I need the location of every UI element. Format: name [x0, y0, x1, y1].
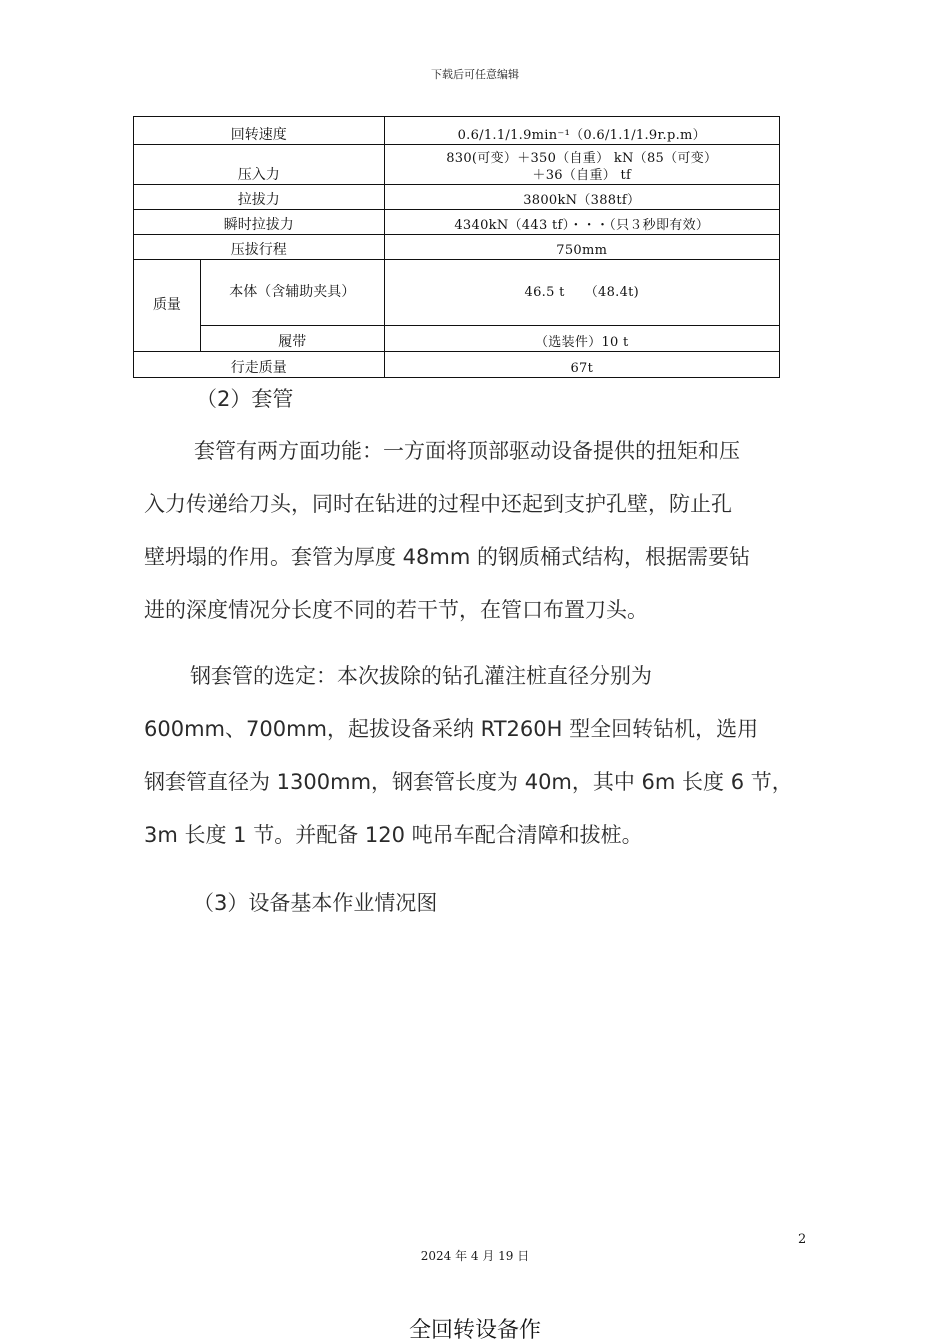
table-row	[134, 260, 780, 326]
row-label-rotation-speed: 回转速度	[134, 117, 385, 145]
table-row	[134, 117, 780, 145]
table-row	[134, 235, 780, 260]
row-label-instant-pull: 瞬时拉拔力	[134, 210, 385, 235]
paragraph-line: 壁坍塌的作用。套管为厚度 48mm 的钢质桶式结构，根据需要钻	[144, 545, 750, 569]
spec-table	[133, 116, 780, 378]
table-row	[134, 326, 780, 352]
row-value-instant-pull: 4340kN（443 tf）・・・（只３秒即有效）	[384, 210, 779, 235]
row-value-stroke: 750mm	[384, 235, 779, 260]
row-label-mass-track: 履带	[200, 326, 384, 352]
paragraph-line: 钢套管直径为 1300mm，钢套管长度为 40m，其中 6m 长度 6 节，	[144, 770, 793, 794]
press-force-value-line2: ＋36（自重） tf	[532, 168, 632, 183]
press-force-value-line1: 830(可变）＋350（自重） kN（85（可变）	[446, 151, 718, 166]
table-row	[134, 352, 780, 378]
paragraph-line: 3m 长度 1 节。并配备 120 吨吊车配合清障和拔桩。	[144, 823, 643, 847]
row-value-pull-force: 3800kN（388tf）	[384, 185, 779, 210]
paragraph-line: 600mm、700mm，起拔设备采纳 RT260H 型全回转钻机，选用	[144, 717, 759, 741]
paragraph-line: 套管有两方面功能：一方面将顶部驱动设备提供的扭矩和压	[194, 439, 740, 463]
row-value-press-force	[384, 145, 779, 185]
row-value-travel-mass: 67t	[384, 352, 779, 378]
section-heading-work-diagram: （3）设备基本作业情况图	[193, 891, 438, 915]
paragraph-line: 进的深度情况分长度不同的若干节，在管口布置刀头。	[144, 598, 648, 622]
row-label-press-force: 压入力	[134, 145, 385, 185]
row-value-mass-body: 46.5 t （48.4t)	[384, 260, 779, 326]
row-label-mass-body: 本体（含辅助夹具）	[200, 260, 384, 326]
paragraph-line: 钢套管的选定：本次拔除的钻孔灌注桩直径分别为	[190, 664, 652, 688]
row-value-mass-track: （选装件）10 t	[384, 326, 779, 352]
paragraph-line: 入力传递给刀头，同时在钻进的过程中还起到支护孔壁，防止孔	[144, 492, 732, 516]
row-label-travel-mass: 行走质量	[134, 352, 385, 378]
row-label-pull-force: 拉拔力	[134, 185, 385, 210]
paragraph-casing-function	[144, 425, 814, 637]
row-label-mass: 质量	[134, 260, 201, 352]
page-header-note: 下载后可任意编辑	[431, 68, 519, 81]
next-page-title: 全回转设备作	[408, 1318, 541, 1343]
table-row	[134, 185, 780, 210]
table-row	[134, 145, 780, 185]
table-row	[134, 210, 780, 235]
section-heading-casing: （2）套管	[196, 387, 294, 411]
footer-date: 2024 年 4 月 19 日	[420, 1249, 530, 1263]
page-number: 2	[798, 1232, 807, 1247]
paragraph-casing-selection	[144, 650, 814, 862]
row-value-rotation-speed: 0.6/1.1/1.9min⁻¹（0.6/1.1/1.9r.p.m）	[384, 117, 779, 145]
row-label-stroke: 压拔行程	[134, 235, 385, 260]
